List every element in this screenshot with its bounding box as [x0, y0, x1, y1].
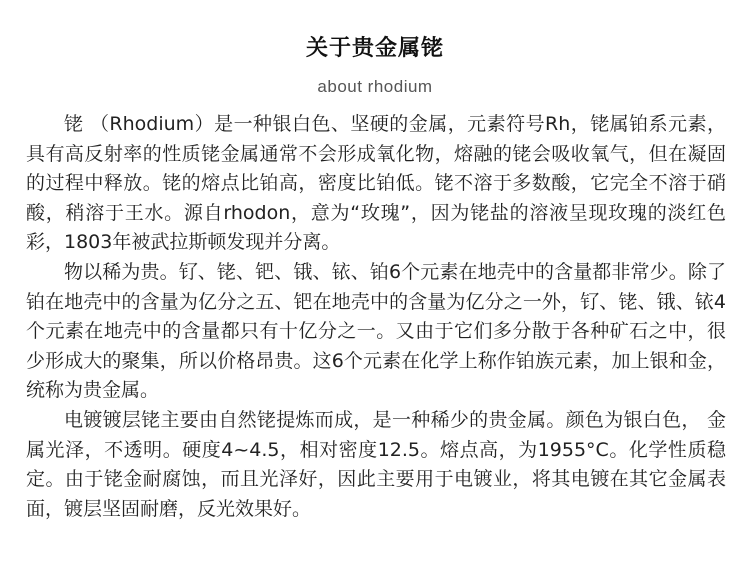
paragraph-rarity: 物以稀为贵。钌、铑、钯、锇、铱、铂6个元素在地壳中的含量都非常少。除了铂在地壳中的含量为亿分之五、钯在地壳中的含量为亿分之一外，钌、铑、锇、铱4个元素在地壳中的含量都只有十亿分之一。又由于它们多分散于各种矿石之中，很少形成大的聚集，所以价格昂贵。这6个元素在化学上称作铂族元素，加上银和金，统称为贵金属。 [26, 260, 726, 402]
paragraph-plating: 电镀镀层铑主要由自然铑提炼而成，是一种稀少的贵金属。颜色为银白色， 金属光泽，不透明。硬度4~4.5，相对密度12.5。熔点高，为1955°C。化学性质稳定。由于铑金耐腐蚀，而且光泽好，因此主要用于电镀业，将其电镀在其它金属表面，镀层坚固耐磨，反光效果好。 [26, 408, 726, 520]
paragraph-intro: 铑 （Rhodium）是一种银白色、坚硬的金属，元素符号Rh，铑属铂系元素，具有高反射率的性质铑金属通常不会形成氧化物，熔融的铑会吸收氧气，但在凝固的过程中释放。铑的熔点比铂高，密度比铂低。铑不溶于多数酸，它完全不溶于硝酸，稍溶于王水。源自rhodon，意为“玫瑰”，因为铑盐的溶液呈现玫瑰的淡红色彩，1803年被武拉斯顿发现并分离。 [26, 113, 726, 254]
article-body [26, 110, 726, 524]
page-title: 关于贵金属铑 [305, 36, 444, 61]
page-subtitle: about rhodium [317, 77, 433, 96]
